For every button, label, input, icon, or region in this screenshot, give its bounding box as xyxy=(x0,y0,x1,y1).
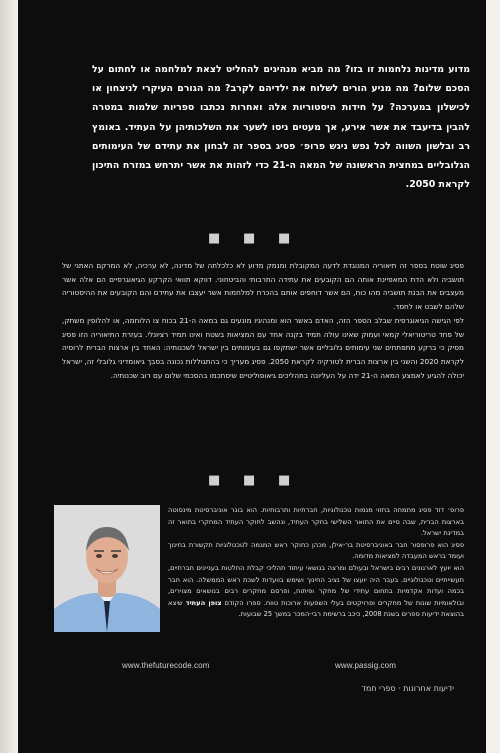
previous-book-title: צופן העתיד xyxy=(185,598,222,607)
description-paragraph: לפי הגישה הגיאוגרפית שבלב הספר הזה, האדם באשר הוא ומנהיגיו מונעים גם במאה ה-21 בכוח צו הלוחמה, או להלופין משתק, של פחד טריטוריאלי קמאי ועמוק שאינו עולה תמיד בקנה אחד עם המציאות בשטח ואינו תמיד רציונלי. בעזרת התיאוריה הזו פסיג מסיק כי ברקע מתפתחים שני עימותים גלובליים אשר ישתקפו גם בעימותים בין ישראל לשכנותיה: האחד בין ארצות הברית לרוסיה לקראת 2020 והשני בין ארצות הברית לטורקיה לקראת 2050. פסיג מעריך כי בהתגוללות נכונה בסבך גיאומדיני גלובלי זה, ישראל יכולה להגיע לאמצע המאה ה-21 ידה על העליונה בתהליכים גיאופוליטיים שיסתכמו בהסכמי שלום עם רוב שכנותיה. xyxy=(62,315,464,380)
page-edge-left xyxy=(0,0,18,753)
bio-text: הוא יועץ לארגונים רבים בישראל ובעולם ומרצה בנושאי עיתוד תהליכי קבלת החלטות בעניינים חברתיים, תעשייתיים וטכנולוגיים. בעבר היה יועצו של נציב החינוך ושימש בוועדות לשכת ראש הממשלה. הוא חבר בכמה ועדות אקדמיות בתחום עתידי של מחקר ופיתוח, ופרסם מחקרים רבים בנושאים מצוירים, ובולאומיות שונות של מחקרים ופרויקטים בעלי השפעות ארוכות טווח. ספרו הקודם xyxy=(168,563,464,607)
bio-paragraph: פסיג הוא פרופסור חבר באוניברסיטת בר-אילן, מכהן כחוקר ראש המגמה לטכנולוגיות תקשורת בחינוך ועומד בראש המעבדה למציאות מדומה. xyxy=(168,540,464,561)
separator-dot: ■ xyxy=(278,231,291,246)
separator-dots-bottom xyxy=(18,473,486,488)
page-edge-right xyxy=(486,0,500,753)
separator-dot: ■ xyxy=(208,473,221,488)
separator-dot: ■ xyxy=(278,473,291,488)
back-cover xyxy=(18,0,486,753)
separator-dot: ■ xyxy=(243,231,256,246)
intro-text: מדוע מדינות נלחמות זו בזו? מה מביא מנהיגים להחליט לצאת למלחמה או לחתום על הסכם שלום? מה מניע הורים לשלוח את ילדיהם לקרב? מה הגורם העיקרי לניצחון או לכישלון במערכה? על חידות היסטוריות אלה ואחרות נכתבו ספריות שלמות במטרה להבין בדיעבד את אשר אירע, אך מעטים ניסו לשער את השלכותיהן על העתיד. באומץ רב ובלשון השווה לכל נפש ניגש פרופ׳ פסיג בספר זה לבחון את עתידם של העימותים הגלובליים במחצית הראשונה של המאה ה-21 כדי לזהות את אשר יתרחש במזרח התיכון לקראת 2050. xyxy=(92,64,470,191)
author-photo xyxy=(54,505,160,632)
website-link-future-code[interactable]: www.thefuturecode.com xyxy=(122,661,210,670)
author-bio xyxy=(168,505,464,621)
bio-paragraph: פרופ׳ דוד פסיג מתמחה בחזוי מגמות טכנולוגיות, חברתיות ותרבותיות. הוא בוגר אוניברסיטת מינסוטה בארצות הברית, שבה סיים את התואר השלישי בחקר העתיד, ונהשב לחוקר העתיד המחקרי בתואר זה במדינת ישראל. xyxy=(168,506,464,538)
bio-text: שיצא בהוצאת ידיעות ספרים בשנת 2008, כיכב ברשימת רבי-המכר במשך 25 שבועות. xyxy=(168,598,464,619)
description xyxy=(62,259,464,382)
description-paragraph: פסיג שוטח בספר זה תיאוריה המנוגדת לדעה המקובלת ומנמק מדוע לא כלכלתה של מדינה, לא ערכיה, לא המרקם האתני של תושביה ולא הדת המאפיינת אותה הם הקובעים את עתידה התרבותי והביטחוני. דווקא תוואי הקרקע הגיאוגרפיים הם אלה אשר מעצבים את הבנת תושביה מהו כוח, הם אשר דוחפים אותם בהכרח למלחמות אשר יעצבו את עתידם והם הקובעים את ההיסטוריה שלהם לשבט או לחסד. xyxy=(62,261,464,312)
intro-blurb xyxy=(92,60,470,194)
separator-dots-top xyxy=(18,231,486,246)
bio-paragraph xyxy=(168,563,464,621)
separator-dot: ■ xyxy=(243,473,256,488)
website-link-passig[interactable]: www.passig.com xyxy=(335,661,396,670)
publisher-imprint: ידיעות אחרונות · ספרי חמד xyxy=(361,684,454,693)
separator-dot: ■ xyxy=(208,231,221,246)
